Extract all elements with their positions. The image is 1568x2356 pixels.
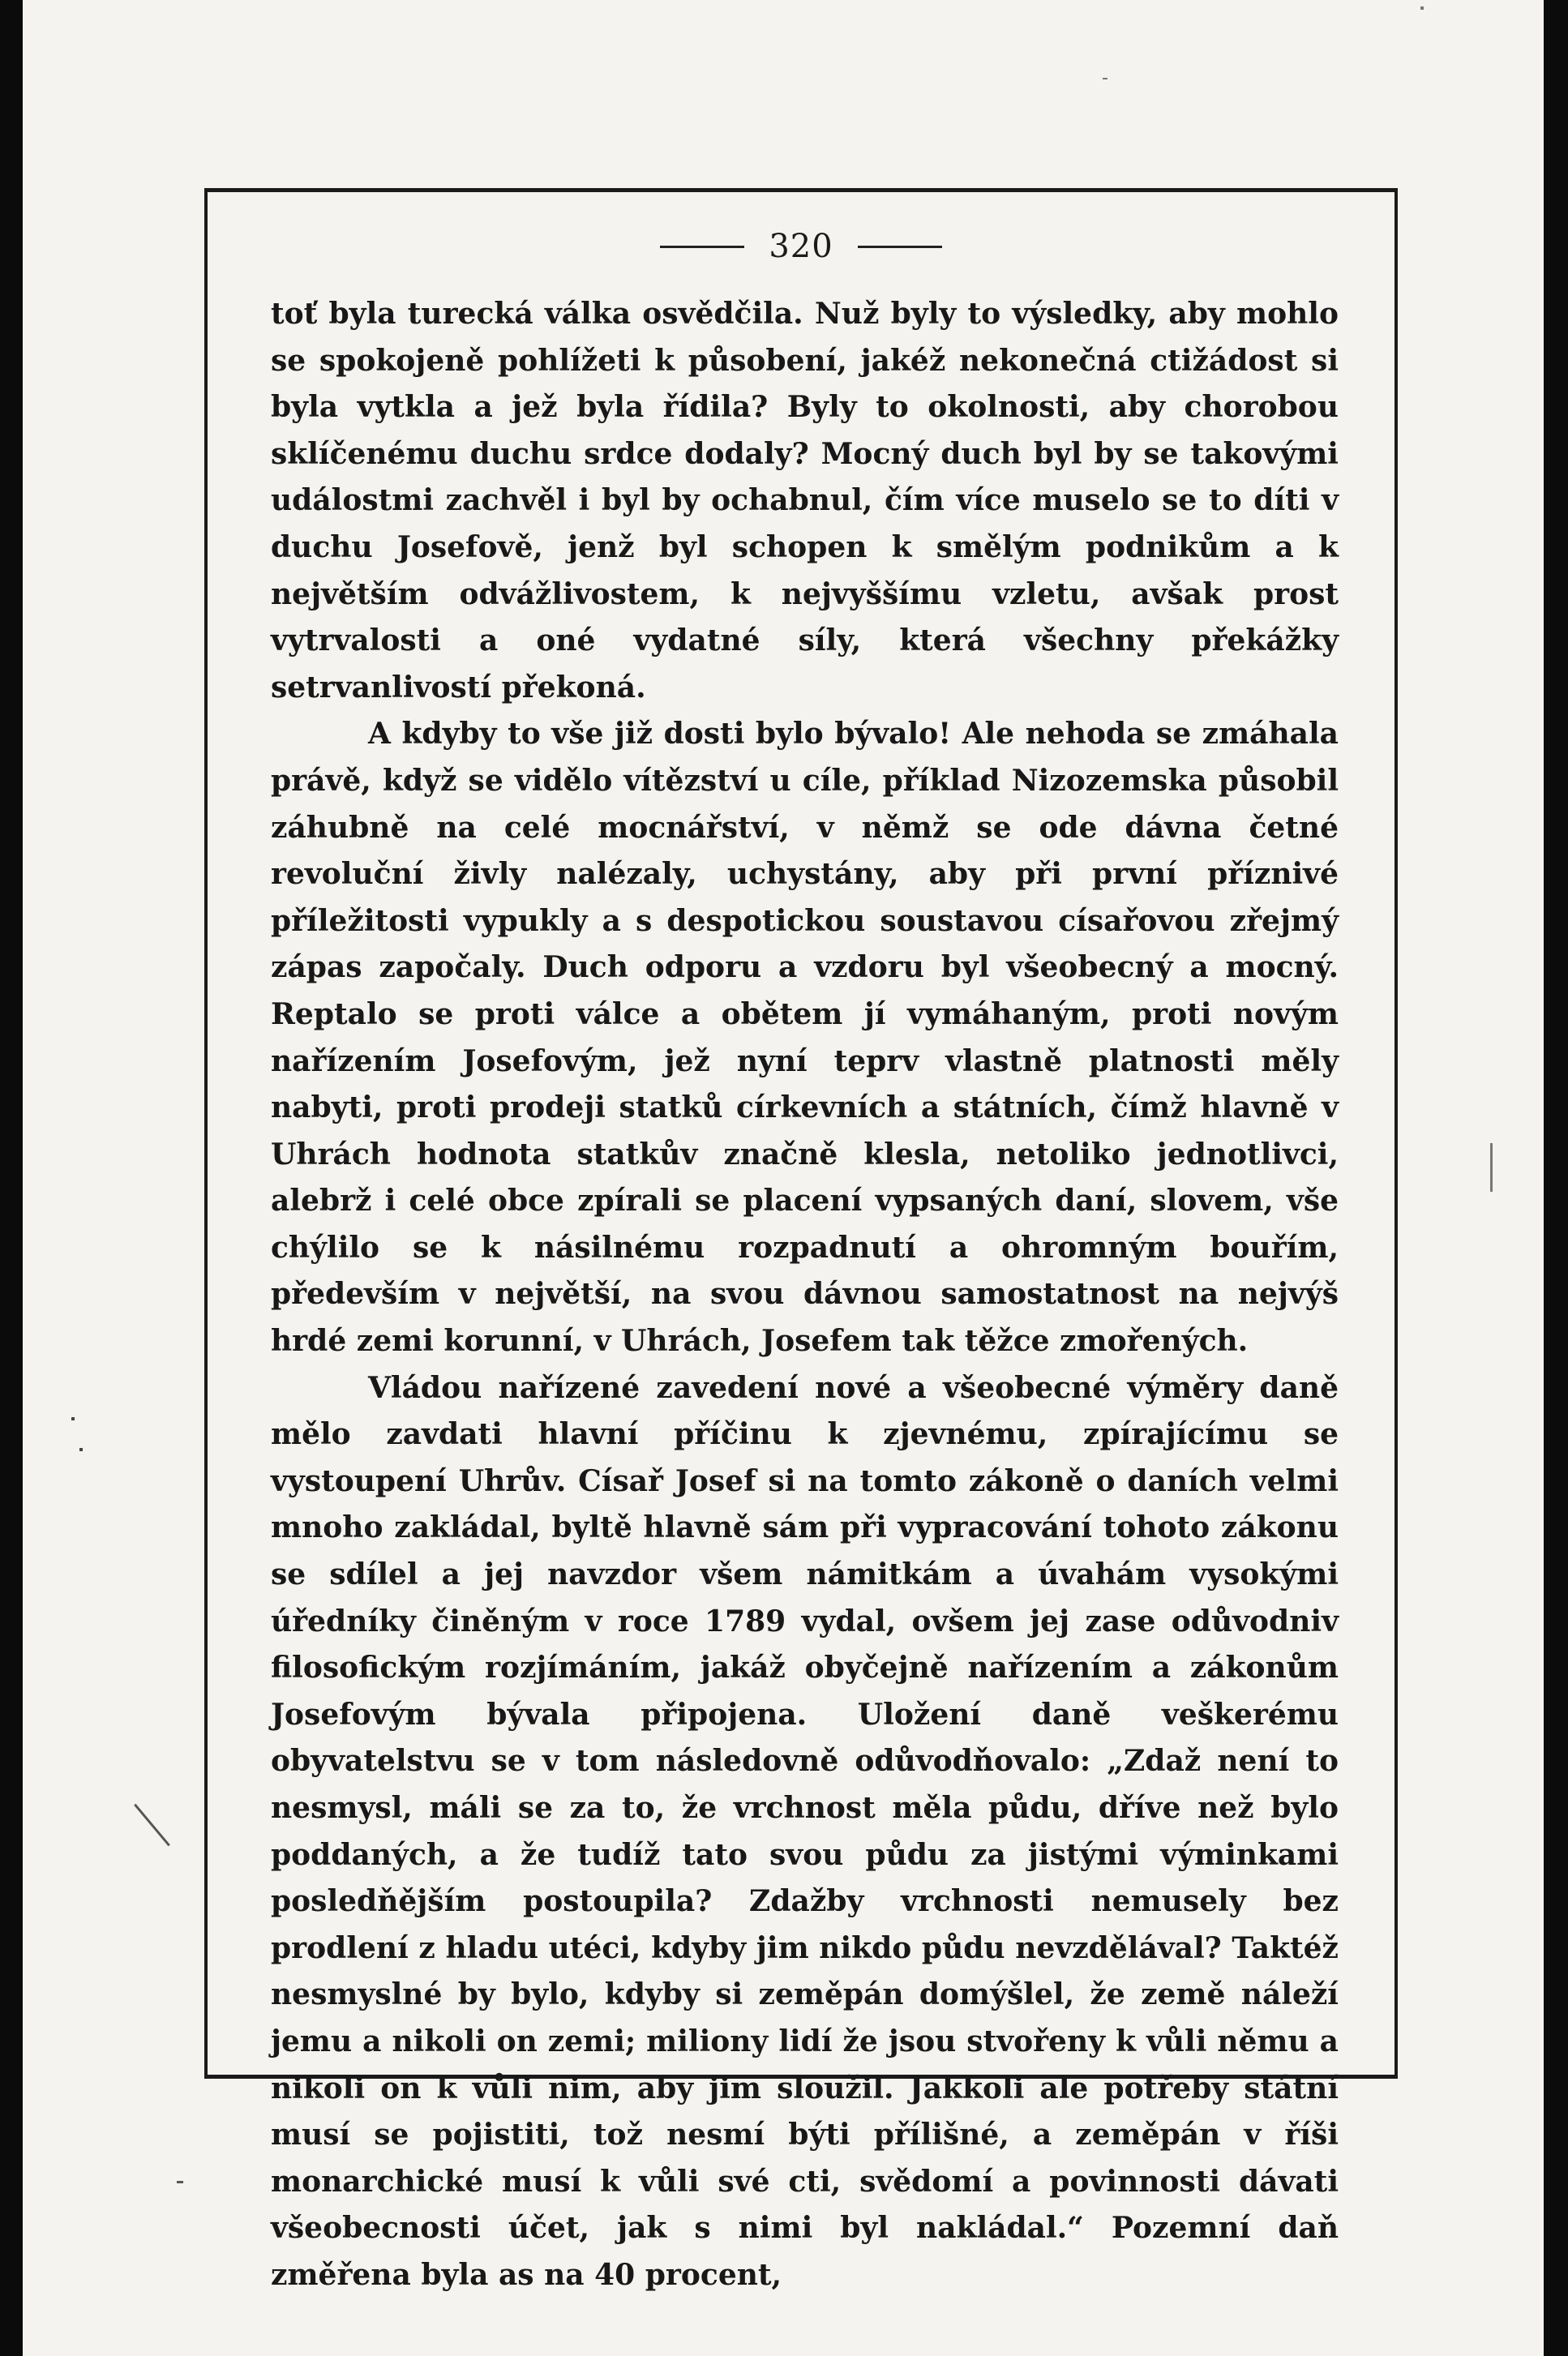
page-number: 320: [769, 228, 833, 265]
edge-speck: [1103, 78, 1107, 79]
margin-speck: [177, 2181, 183, 2183]
margin-speck: [1490, 1143, 1493, 1192]
book-page: [23, 0, 1544, 2356]
paragraph-2: A kdyby to vše již dosti bylo bývalo! Ale nehoda se zmáhala právě, když se vidělo vítězství u cíle, příklad Nizozemska působil záhubně na celé mocnářství, v němž se ode dávna četné revoluční živly nalézaly, uchystány, aby při první příznivé příležitosti vypukly a s despotickou soustavou císařovou zřejmý zápas započaly. Duch odporu a vzdoru byl všeobecný a mocný. Reptalo se proti válce a obětem jí vymáhaným, proti novým nařízením Josefovým, jež nyní teprv vlastně platnosti měly nabyti, proti prodeji statků církevních a státních, čímž hlavně v Uhrách hodnota statkův značně klesla, netoliko jednotlivci, alebrž i celé obce zpírali se placení vypsaných daní, slovem, vše chýlilo se k násilnému rozpadnutí a ohromným bouřím, především v největší, na svou dávnou samostatnost na nejvýš hrdé zemi korunní, v Uhrách, Josefem tak těžce zmořených.: [271, 717, 1339, 1359]
header-rule-right: [858, 246, 942, 248]
margin-speck: [79, 1448, 83, 1451]
paragraph-1: toť byla turecká válka osvědčila. Nuž byly to výsledky, aby mohlo se spokojeně pohlížeti k působení, jakéž nekonečná ctižádost si byla vytkla a jež byla řídila? Byly to okolnosti, aby chorobou sklíčenému duchu srdce dodaly? Mocný duch byl by se takovými událostmi zachvěl i byl by ochabnul, čím více muselo se to díti v duchu Josefově, jenž byl schopen k smělým podnikům a k největším odvážlivostem, k nejvyššímu vzletu, avšak prost vytrvalosti a oné vydatné síly, která všechny překážky setrvanlivostí překoná.: [271, 297, 1339, 705]
paragraph-3: Vládou nařízené zavedení nové a všeobecné výměry daně mělo zavdati hlavní příčinu k zjevnému, zpírajícímu se vystoupení Uhrův. Císař Josef si na tomto zákoně o daních velmi mnoho zakládal, byltě hlavně sám při vypracování tohoto zákonu se sdílel a jej navzdor všem námitkám a úvahám vysokými úředníky činěným v roce 1789 vydal, ovšem jej zase odůvodniv filosofickým rozjímáním, jakáž obyčejně nařízením a zákonům Josefovým bývala připojena. Uložení daně veškerému obyvatelstvu se v tom následovně odůvodňovalo: „Zdaž není to nesmysl, máli se za to, že vrchnost měla půdu, dříve než bylo poddaných, a že tudíž tato svou půdu za jistými výminkami posledňějším postoupila? Zdažby vrchnosti nemusely bez prodlení z hladu utéci, kdyby jim nikdo půdu nevzdělával? Taktéž nesmyslné by bylo, kdyby si zeměpán domýšlel, že země náleží jemu a nikoli on zemi; miliony lidí že jsou stvořeny k vůli němu a nikoli on k vůli nim, aby jim sloužil. Jakkoli ale potřeby státní musí se pojistiti, tož nesmí býti přílišné, a zeměpán v říši monarchické musí k vůli své cti, svědomí a povinnosti dávati všeobecnosti účet, jak s nimi byl nakládal.“ Pozemní daň změřena byla as na 40 procent,: [271, 1370, 1339, 2292]
page-header: [208, 226, 1394, 267]
margin-speck: [71, 1417, 75, 1420]
header-rule-left: [660, 246, 744, 248]
body-text: [271, 291, 1339, 2299]
margin-scratch: [134, 1804, 170, 1846]
edge-speck: [1420, 6, 1424, 10]
text-frame: [204, 188, 1398, 2292]
